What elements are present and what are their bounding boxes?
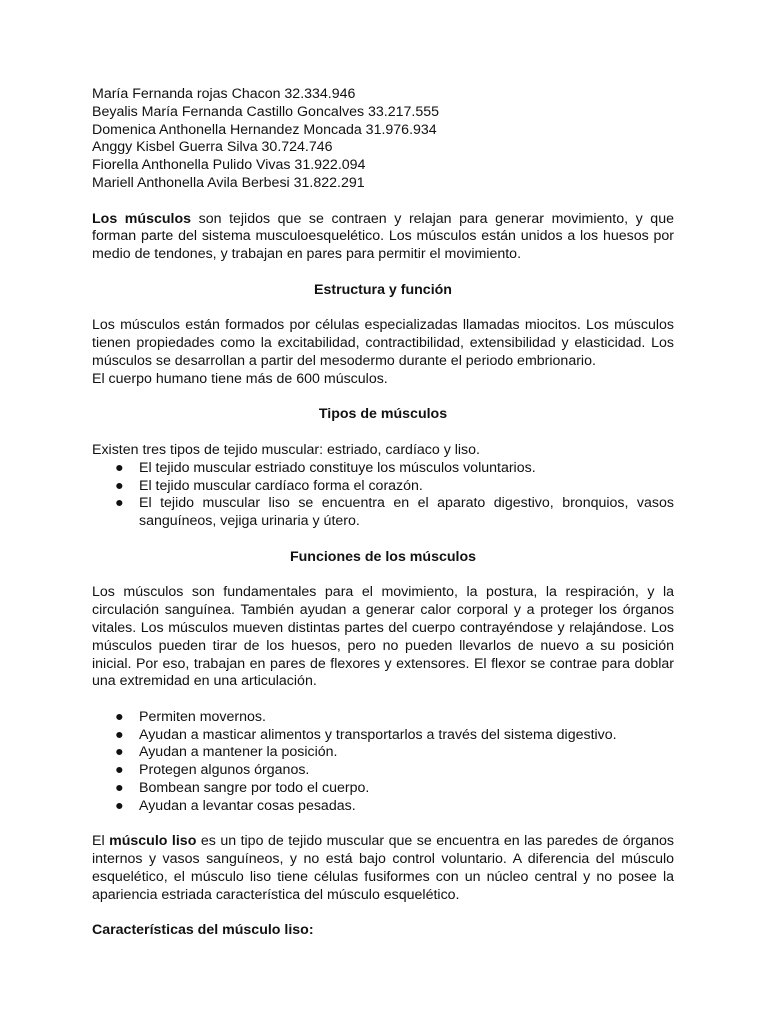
structure-paragraph-count: El cuerpo humano tiene más de 600 músculos. (92, 370, 388, 387)
bullet-icon: ● (115, 744, 124, 761)
list-item: ● Ayudan a masticar alimentos y transportarlos a través del sistema digestivo. (115, 726, 617, 743)
bullet-icon: ● (115, 797, 124, 814)
list-item: ● Ayudan a levantar cosas pesadas. (115, 797, 356, 814)
author-list (92, 86, 674, 193)
section-heading: Funciones de los músculos (289, 548, 477, 565)
bullet-icon: ● (115, 726, 124, 743)
intro-term: Los músculos (92, 210, 192, 227)
document-page (92, 86, 674, 940)
smooth-muscle-subheading: Características del músculo liso: (92, 922, 314, 939)
author-line: Anggy Kisbel Guerra Silva 30.724.746 (92, 139, 333, 156)
bullet-icon: ● (115, 459, 124, 476)
author-line: Fiorella Anthonella Pulido Vivas 31.922.094 (92, 157, 366, 174)
structure-paragraph: Los músculos están formados por células especializadas llamadas miocitos. Los músculos tienen propiedades como la excitabilidad, contractibilidad, extensibilidad y elasticidad. Los músculos se desarrollan a partir del mesodermo durante el periodo embrionario. (92, 317, 674, 369)
list-item: ● Protegen algunos órganos. (115, 762, 310, 779)
author-line: Mariell Anthonella Avila Berbesi 31.822.291 (92, 174, 365, 191)
list-item: ● Bombean sangre por todo el cuerpo. (115, 780, 370, 797)
section-heading: Estructura y función (314, 281, 452, 298)
intro-text: son tejidos que se contraen y relajan para generar movimiento, y que forman parte del sistema musculoesquelético. Los músculos están unidos a los huesos por medio de tendones, y trabajan en pares para permitir el movimiento. (92, 210, 674, 263)
author-line: Beyalis María Fernanda Castillo Goncalves 33.217.555 (92, 103, 439, 120)
functions-list (92, 709, 674, 816)
functions-paragraph: Los músculos son fundamentales para el movimiento, la postura, la respiración, y la circulación sanguínea. También ayudan a generar calor corporal y a proteger los órganos vitales. Los músculos mueven distintas partes del cuerpo contrayéndose y relajándose. Los músculos pueden tirar de los huesos, pero no pueden llevarlos de nuevo a su posición inicial. Por eso, trabajan en pares de flexores y extensores. El flexor se contrae para doblar una extremidad en una articulación. (92, 584, 674, 690)
list-item: ● Permiten movernos. (115, 708, 266, 725)
types-lead: Existen tres tipos de tejido muscular: estriado, cardíaco y liso. (92, 441, 480, 458)
bullet-icon: ● (115, 762, 124, 779)
author-line: Domenica Anthonella Hernandez Moncada 31.976.934 (92, 121, 437, 138)
types-list (92, 460, 674, 531)
list-item: ● El tejido muscular liso se encuentra en el aparato digestivo, bronquios, vasos sanguíneos, vejiga urinaria y útero. (115, 495, 674, 530)
bullet-icon: ● (115, 495, 124, 512)
list-item: ● El tejido muscular cardíaco forma el corazón. (115, 477, 423, 494)
smooth-muscle-term: músculo liso (109, 833, 197, 850)
bullet-icon: ● (115, 780, 124, 797)
list-item: ● El tejido muscular estriado constituye los músculos voluntarios. (115, 459, 536, 476)
intro-paragraph (92, 211, 674, 264)
section-heading: Tipos de músculos (318, 406, 448, 423)
list-item: ● Ayudan a mantener la posición. (115, 744, 338, 761)
bullet-icon: ● (115, 708, 124, 725)
bullet-icon: ● (115, 477, 124, 494)
author-line: María Fernanda rojas Chacon 32.334.946 (92, 86, 356, 102)
smooth-muscle-paragraph: El músculo liso es un tipo de tejido muscular que se encuentra en las paredes de órganos internos y vasos sanguíneos, y no está bajo control voluntario. A diferencia del músculo esquelético, el músculo liso tiene células fusiformes con un núcleo central y no posee la apariencia estriada característica del músculo esquelético. (92, 833, 675, 903)
